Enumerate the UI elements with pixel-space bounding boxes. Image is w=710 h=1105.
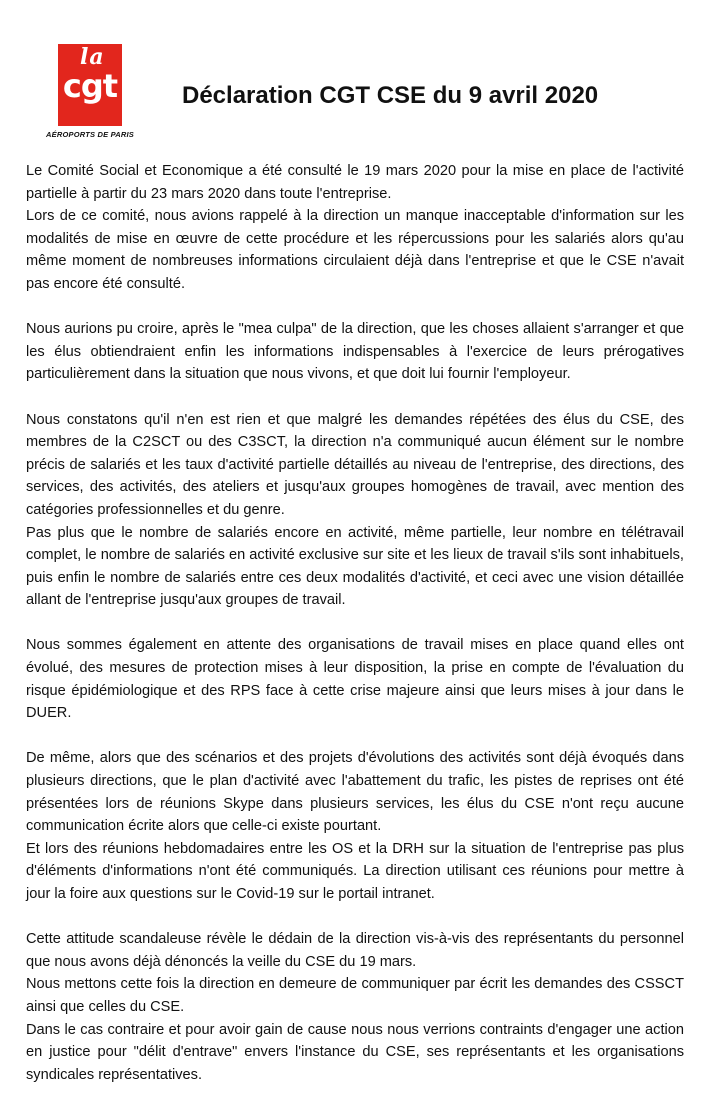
document-body [26,160,684,1086]
paragraph-mea-culpa: Nous aurions pu croire, après le "mea culpa" de la direction, que les choses allaient s'arranger et que les élus obtiendraient enfin les informations indispensables à l'exercice de leurs prérogatives particulièrement dans la situation que nous vivons, et que doit lui fournir l'employeur. [26,321,684,383]
paragraph-consultation: Le Comité Social et Economique a été consulté le 19 mars 2020 pour la mise en place de l'activité partielle à partir du 23 mars 2020 dans toute l'entreprise. [26,163,684,202]
paragraph-reminder: Lors de ce comité, nous avions rappelé à la direction un manque inacceptable d'information sur les modalités de mise en œuvre de cette procédure et les répercussions pour les salariés alors qu'au même moment de nombreuses informations circulaient déjà dans l'entreprise et que le CSE n'avait pas encore été consulté. [26,208,684,292]
logo-la-text: la [80,44,105,70]
logo-cgt-text: cgt [62,67,118,105]
cgt-logo-mark [58,44,122,126]
paragraph-scenarios: De même, alors que des scénarios et des projets d'évolutions des activités sont déjà évoqués dans plusieurs directions, que le plan d'activité avec l'abattement du trafic, les pistes de reprises ont été présentées lors de réunions Skype dans plusieurs services, les élus du CSE n'ont reçu aucune communication écrite alors que celle-ci existe pourtant. [26,750,684,835]
paragraph-work-organisation: Nous sommes également en attente des organisations de travail mises en place quand elles ont évolué, des mesures de protection mises à leur disposition, la prise en compte de l'évaluation du risque épidémiologique et des RPS face à cette crise majeure ainsi que leurs mises à jour dans le DUER. [26,637,684,722]
paragraph-disdain: Cette attitude scandaleuse révèle le dédain de la direction vis-à-vis des représentants du personnel que nous avons déjà dénoncés la veille du CSE du 19 mars. [26,931,684,970]
paragraph-weekly-meetings: Et lors des réunions hebdomadaires entre les OS et la DRH sur la situation de l'entreprise pas plus d'éléments d'informations n'ont été communiqués. La direction utilisant ces réunions pour mettre à jour la foire aux questions sur le Covid-19 sur le portail intranet. [26,840,684,902]
paragraph-no-information: Nous constatons qu'il n'en est rien et que malgré les demandes répétées des élus du CSE, des membres de la C2SCT ou des C3SCT, la direction n'a communiqué aucun élément sur le nombre précis de salariés et les taux d'activité partielle détaillés au niveau de l'entreprise, des directions, des services, des activités, des ateliers et jusqu'aux groupes homogènes de travail, avec mention des catégories professionnelles et du genre. [26,411,684,518]
paragraph-formal-notice: Nous mettons cette fois la direction en demeure de communiquer par écrit les demandes des CSSCT ainsi que celles du CSE. [26,976,684,1015]
document-title: Déclaration CGT CSE du 9 avril 2020 [182,82,599,109]
paragraph-telework: Pas plus que le nombre de salariés encore en activité, même partielle, leur nombre en télétravail complet, le nombre de salariés en activité exclusive sur site et les lieux de travail s'ils sont inhabituels, puis enfin le nombre de salariés entre ces deux modalités d'activité, et ceci avec une vision détaillée allant de l'entreprise jusqu'aux groupes de travail. [26,524,684,609]
logo-subtitle: AÉROPORTS DE PARIS [46,130,134,139]
paragraph-legal-action: Dans le cas contraire et pour avoir gain de cause nous nous verrions contraints d'engager une action en justice pour "délit d'entrave" envers l'instance du CSE, ses représentants et les organisations syndicales représentatives. [26,1021,684,1083]
cgt-logo [40,44,140,144]
